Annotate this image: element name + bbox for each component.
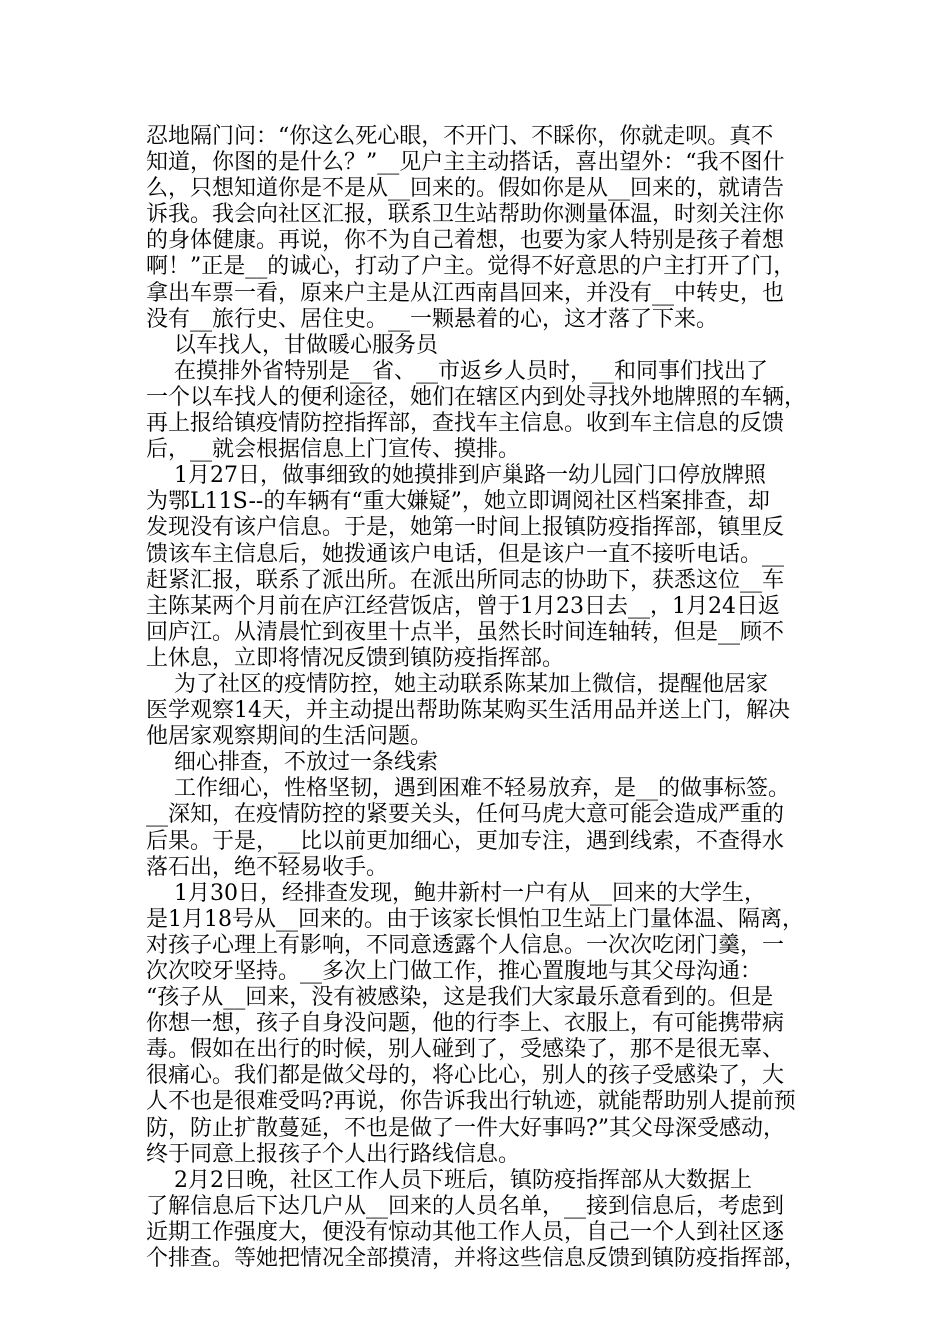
text-line: 次次咬牙坚持。__多次上门做工作，推心置腹地与其父母沟通：	[146, 959, 763, 984]
text-line: “孩子从__回来，没有被感染，这是我们大家最乐意看到的。但是	[146, 985, 774, 1011]
text-line: 诉我。我会向社区汇报，联系卫生站帮助你测量体温，时刻关注你	[146, 202, 785, 228]
text-line: 是1月18号从__回来的。由于该家长惧怕卫生站上门量体温、隔离，	[146, 906, 804, 932]
text-line: 对孩子心理上有影响，不同意透露个人信息。一次次吃闭门羹，一	[146, 932, 785, 958]
text-line: 知道，你图的是什么？”__见户主主动搭话，喜出望外：“我不图什	[146, 150, 785, 176]
text-line: 2月2日晚，社区工作人员下班后，镇防疫指挥部从大数据上	[146, 1167, 752, 1193]
text-line: 很痛心。我们都是做父母的，将心比心，别人的孩子受感染了，大	[146, 1063, 785, 1089]
text-line: 个排查。等她把情况全部摸清，并将这些信息反馈到镇防疫指挥部，	[146, 1246, 807, 1272]
text-line: 赶紧汇报，联系了派出所。在派出所同志的协助下，获悉这位__车	[146, 567, 785, 593]
text-line: 医学观察14天，并主动提出帮助陈某购买生活用品并送上门，解决	[146, 698, 790, 724]
text-line: 终于同意上报孩子个人出行路线信息。	[146, 1141, 521, 1167]
document-body	[146, 124, 816, 1272]
text-line: 在摸排外省特别是__省、__市返乡人员时，__和同事们找出了	[146, 358, 768, 384]
text-line: 回庐江。从清晨忙到夜里十点半，虽然长时间连轴转，但是__顾不	[146, 619, 785, 645]
text-line: 你想一想，孩子自身没问题，他的行李上、衣服上，有可能携带病	[146, 1011, 785, 1037]
text-line: 防，防止扩散蔓延，不也是做了一件大好事吗?”其父母深受感动，	[146, 1115, 786, 1141]
text-line: 再上报给镇疫情防控指挥部，查找车主信息。收到车主信息的反馈	[146, 411, 785, 437]
text-line: 忍地隔门问：“你这么死心眼，不开门、不睬你，你就走呗。真不	[146, 124, 774, 149]
text-line: 他居家观察期间的生活问题。	[146, 724, 433, 750]
text-line: 近期工作强度大，便没有惊动其他工作人员，自己一个人到社区逐	[146, 1219, 785, 1245]
text-line: 没有__旅行史、居住史。__一颗悬着的心，这才落了下来。	[146, 306, 719, 332]
text-line: 主陈某两个月前在庐江经营饭店，曾于1月23日去__，1月24日返	[146, 593, 780, 619]
text-line: 落石出，绝不轻易收手。	[146, 854, 389, 880]
text-line: 后，__就会根据信息上门宣传、摸排。	[146, 437, 521, 463]
text-line: 毒。假如在出行的时候，别人碰到了，受感染了，那不是很无辜、	[146, 1037, 785, 1063]
text-line: 工作细心，性格坚韧，遇到困难不轻易放弃，是__的做事标签。	[146, 776, 790, 802]
text-line: 为了社区的疫情防控，她主动联系陈某加上微信，提醒他居家	[146, 671, 768, 697]
text-line: 为鄂L11S--的车辆有“重大嫌疑”，她立即调阅社区档案排查，却	[146, 489, 770, 515]
text-line: 拿出车票一看，原来户主是从江西南昌回来，并没有__中转史，也	[146, 280, 785, 306]
text-line: 啊！”正是__的诚心，打动了户主。觉得不好意思的户主打开了门，	[146, 254, 796, 280]
text-line: 以车找人，甘做暖心服务员	[146, 332, 438, 358]
text-line: 一个以车找人的便利途径，她们在辖区内到处寻找外地牌照的车辆，	[146, 384, 807, 410]
text-line: 1月27日，做事细致的她摸排到庐巢路一幼儿园门口停放牌照	[146, 463, 766, 489]
text-line: 后果。于是，__比以前更加细心，更加专注，遇到线索，不查得水	[146, 828, 785, 854]
text-line: 么，只想知道你是不是从__回来的。假如你是从__回来的，就请告	[146, 176, 785, 202]
text-line: 1月30日，经排查发现，鲍井新村一户有从__回来的大学生，	[146, 880, 766, 906]
text-line: 细心排查，不放过一条线索	[146, 750, 438, 776]
text-line: 上休息，立即将情况反馈到镇防疫指挥部。	[146, 645, 565, 671]
text-line: 发现没有该户信息。于是，她第一时间上报镇防疫指挥部，镇里反	[146, 515, 785, 541]
text-line: 馈该车主信息后，她拨通该户电话，但是该户一直不接听电话。__	[146, 541, 785, 567]
text-line: __深知，在疫情防控的紧要关头，任何马虎大意可能会造成严重的	[146, 802, 785, 828]
text-line: 的身体健康。再说，你不为自己着想，也要为家人特别是孩子着想	[146, 228, 785, 254]
text-line: 了解信息后下达几户从__回来的人员名单，__接到信息后，考虑到	[146, 1193, 785, 1219]
text-line: 人不也是很难受吗?再说，你告诉我出行轨迹，就能帮助别人提前预	[146, 1089, 796, 1115]
